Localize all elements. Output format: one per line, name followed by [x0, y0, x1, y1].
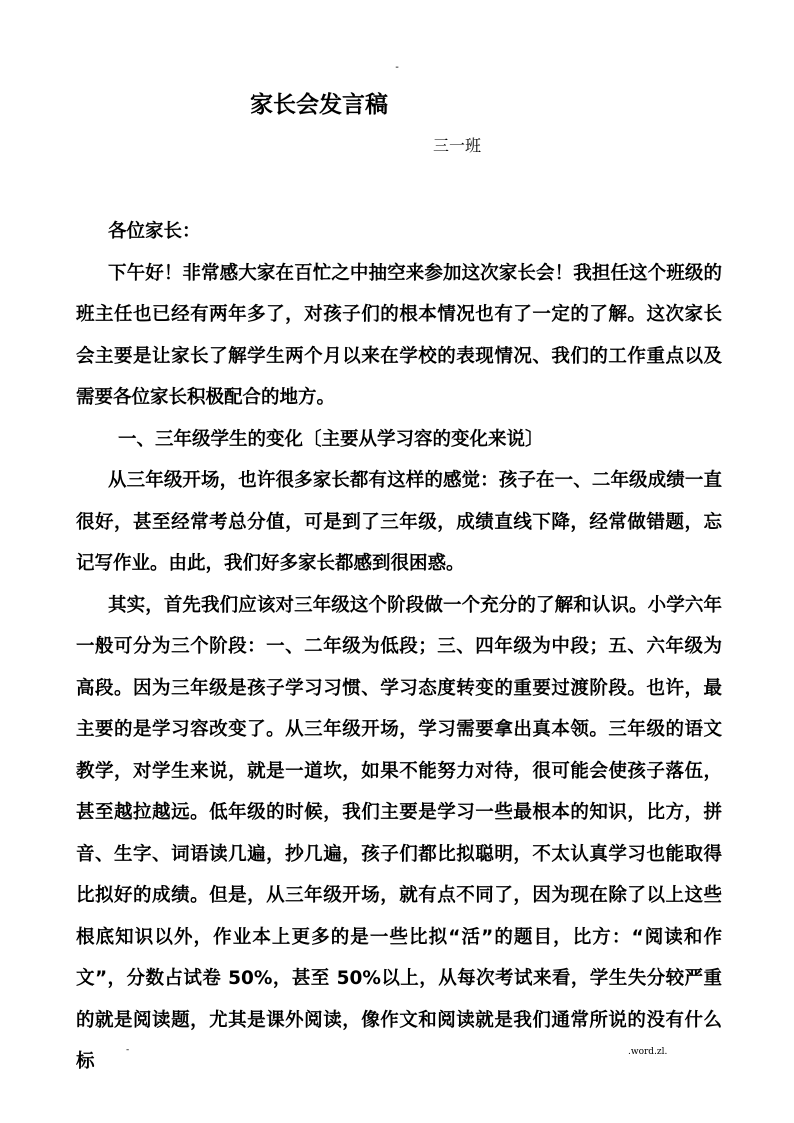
footer-right-text: .word.zl. — [628, 1047, 668, 1057]
header-mark: - — [395, 62, 399, 73]
class-name: 三一班 — [433, 136, 482, 155]
section-heading: 一、三年级学生的变化〔主要从学习容的变化来说〕 — [118, 428, 544, 450]
document-body — [76, 211, 722, 1083]
paragraph-explanation: 其实，首先我们应该对三年级这个阶段做一个充分的了解和认识。小学六年一般可分为三个阶段：一、二年级为低段；三、四年级为中段；五、六年级为高段。因为三年级是孩子学习习惯、学习态度转变的重要过渡阶段。也许，最主要的是学习容改变了。从三年级开场，学习需要拿出真本领。三年级的语文教学，对学生来说，就是一道坎，如果不能努力对待，很可能会使孩子落伍，甚至越拉越远。低年级的时候，我们主要是学习一些最根本的知识，比方，拼音、生字、词语读几遍，抄几遍，孩子们都比拟聪明，不太认真学习也能取得比拟好的成绩。但是，从三年级开场，就有点不同了，因为现在除了以上这些根底知识以外，作业本上更多的是一些比拟“活”的题目，比方：“阅读和作文”，分数占试卷 50%，甚至 50%以上，从每次考试来看，学生失分较严重的就是阅读题，尤其是课外阅读，像作文和阅读就是我们通常所说的没有什么标 — [76, 594, 722, 1072]
footer-left-mark: - — [126, 1045, 130, 1055]
document-title: 家长会发言稿 — [250, 92, 388, 118]
salutation: 各位家长： — [108, 221, 201, 242]
paragraph-change: 从三年级开场，也许很多家长都有这样的感觉：孩子在一、二年级成绩一直很好，甚至经常考总分值，可是到了三年级，成绩直线下降，经常做错题，忘记写作业。由此，我们好多家长都感到很困惑。 — [76, 470, 722, 574]
paragraph-greeting: 下午好！非常感大家在百忙之中抽空来参加这次家长会！我担任这个班级的班主任也已经有两年多了，对孩子们的根本情况也有了一定的了解。这次家长会主要是让家长了解学生两个月以来在学校的表现情况、我们的工作重点以及需要各位家长积极配合的地方。 — [76, 262, 722, 408]
